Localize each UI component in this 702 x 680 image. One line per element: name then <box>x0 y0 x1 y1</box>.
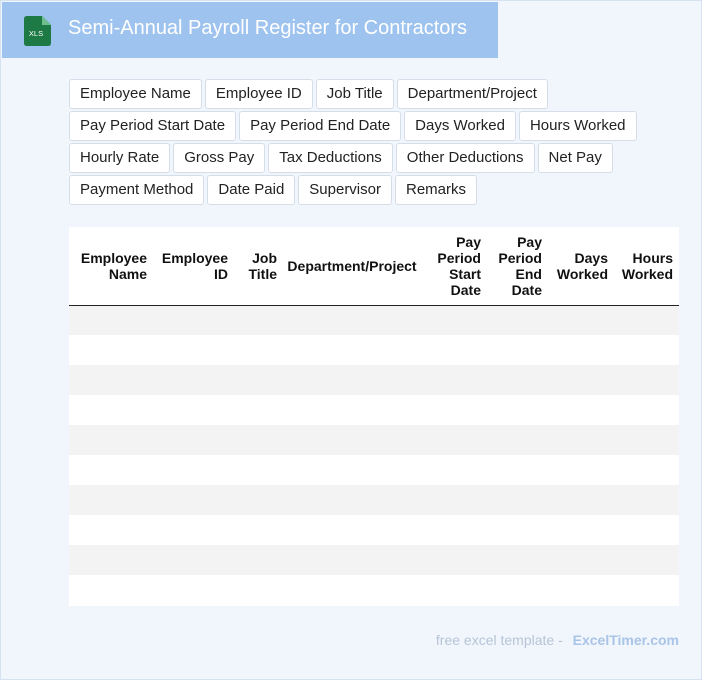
title-bar <box>2 2 498 58</box>
table-cell[interactable] <box>69 485 153 515</box>
table-cell[interactable] <box>423 485 487 515</box>
table-cell[interactable] <box>487 485 548 515</box>
table-cell[interactable] <box>283 335 423 365</box>
table-cell[interactable] <box>548 455 614 485</box>
field-chip[interactable]: Payment Method <box>69 175 204 205</box>
table-cell[interactable] <box>423 335 487 365</box>
table-row <box>69 365 679 395</box>
table-cell[interactable] <box>548 515 614 545</box>
table-row <box>69 425 679 455</box>
table-cell[interactable] <box>614 395 679 425</box>
field-chip[interactable]: Employee ID <box>205 79 313 109</box>
table-cell[interactable] <box>69 365 153 395</box>
table-cell[interactable] <box>614 515 679 545</box>
field-chip[interactable]: Employee Name <box>69 79 202 109</box>
table-cell[interactable] <box>614 575 679 605</box>
table-cell[interactable] <box>283 365 423 395</box>
table-cell[interactable] <box>614 485 679 515</box>
table-cell[interactable] <box>153 425 234 455</box>
chip-row <box>69 79 639 109</box>
footer-prefix: free excel template - <box>435 632 563 648</box>
table-cell[interactable] <box>234 425 283 455</box>
table-cell[interactable] <box>487 305 548 335</box>
table-header-row <box>69 227 679 305</box>
table-cell[interactable] <box>548 305 614 335</box>
field-chip[interactable]: Date Paid <box>207 175 295 205</box>
table-cell[interactable] <box>487 455 548 485</box>
table-cell[interactable] <box>487 425 548 455</box>
table-cell[interactable] <box>234 335 283 365</box>
table-cell[interactable] <box>69 455 153 485</box>
table-cell[interactable] <box>487 575 548 605</box>
column-header[interactable]: Pay Period Start Date <box>423 227 487 305</box>
table-cell[interactable] <box>283 575 423 605</box>
table-cell[interactable] <box>69 575 153 605</box>
table-cell[interactable] <box>283 425 423 455</box>
field-chip[interactable]: Job Title <box>316 79 394 109</box>
field-chip[interactable]: Other Deductions <box>396 143 535 173</box>
table-cell[interactable] <box>548 365 614 395</box>
table-cell[interactable] <box>487 335 548 365</box>
table-cell[interactable] <box>423 305 487 335</box>
column-header[interactable]: Employee ID <box>153 227 234 305</box>
table-cell[interactable] <box>423 545 487 575</box>
table-cell[interactable] <box>153 545 234 575</box>
table-cell[interactable] <box>153 365 234 395</box>
column-header[interactable]: Department/Project <box>283 227 423 305</box>
table-cell[interactable] <box>423 575 487 605</box>
table-cell[interactable] <box>283 305 423 335</box>
column-header[interactable]: Days Worked <box>548 227 614 305</box>
field-chip[interactable]: Days Worked <box>404 111 516 141</box>
table-cell[interactable] <box>487 545 548 575</box>
table-cell[interactable] <box>423 425 487 455</box>
field-chip[interactable]: Pay Period End Date <box>239 111 401 141</box>
table-cell[interactable] <box>69 335 153 365</box>
column-header[interactable]: Job Title <box>234 227 283 305</box>
table-cell[interactable] <box>487 365 548 395</box>
chip-row <box>69 111 639 141</box>
field-chip-list <box>69 79 639 207</box>
column-header[interactable]: Employee Name <box>69 227 153 305</box>
table-row <box>69 515 679 545</box>
table-cell[interactable] <box>283 545 423 575</box>
table-cell[interactable] <box>234 455 283 485</box>
table-row <box>69 335 679 365</box>
table-cell[interactable] <box>153 575 234 605</box>
page-title: Semi-Annual Payroll Register for Contractors <box>68 17 468 39</box>
table-row <box>69 545 679 575</box>
table-cell[interactable] <box>614 305 679 335</box>
table-cell[interactable] <box>614 545 679 575</box>
table-cell[interactable] <box>234 365 283 395</box>
field-chip[interactable]: Hours Worked <box>519 111 637 141</box>
table-cell[interactable] <box>69 515 153 545</box>
table-row <box>69 395 679 425</box>
table-cell[interactable] <box>283 395 423 425</box>
table-cell[interactable] <box>69 545 153 575</box>
field-chip[interactable]: Supervisor <box>298 175 392 205</box>
field-chip[interactable]: Net Pay <box>538 143 613 173</box>
table-cell[interactable] <box>234 545 283 575</box>
column-header[interactable]: Hours Worked <box>614 227 679 305</box>
table-cell[interactable] <box>234 515 283 545</box>
table-row <box>69 575 679 605</box>
field-chip[interactable]: Hourly Rate <box>69 143 170 173</box>
table-cell[interactable] <box>69 425 153 455</box>
table-cell[interactable] <box>487 395 548 425</box>
table-cell[interactable] <box>548 425 614 455</box>
table-cell[interactable] <box>234 485 283 515</box>
table-row <box>69 305 679 335</box>
field-chip[interactable]: Department/Project <box>397 79 548 109</box>
table-cell[interactable] <box>423 455 487 485</box>
table-cell[interactable] <box>548 545 614 575</box>
table-cell[interactable] <box>283 455 423 485</box>
table-cell[interactable] <box>423 395 487 425</box>
table-cell[interactable] <box>548 575 614 605</box>
table-cell[interactable] <box>69 305 153 335</box>
table-cell[interactable] <box>548 395 614 425</box>
footer-credit <box>436 632 679 648</box>
field-chip[interactable]: Pay Period Start Date <box>69 111 236 141</box>
column-header[interactable]: Pay Period End Date <box>487 227 548 305</box>
xls-icon-label: XLS <box>28 29 44 38</box>
table-cell[interactable] <box>283 515 423 545</box>
table-cell[interactable] <box>548 335 614 365</box>
table-cell[interactable] <box>614 335 679 365</box>
table-cell[interactable] <box>234 395 283 425</box>
chip-row <box>69 143 639 173</box>
footer-brand-link[interactable]: ExcelTimer.com <box>572 632 679 648</box>
table-cell[interactable] <box>234 575 283 605</box>
table-cell[interactable] <box>69 395 153 425</box>
table-cell[interactable] <box>423 515 487 545</box>
table-cell[interactable] <box>487 515 548 545</box>
field-chip[interactable]: Tax Deductions <box>268 143 393 173</box>
table-cell[interactable] <box>614 425 679 455</box>
chip-row <box>69 175 639 205</box>
table-cell[interactable] <box>283 485 423 515</box>
table-body <box>69 305 679 605</box>
table-cell[interactable] <box>153 335 234 365</box>
table-cell[interactable] <box>153 485 234 515</box>
table-row <box>69 455 679 485</box>
table-row <box>69 485 679 515</box>
table-cell[interactable] <box>153 305 234 335</box>
field-chip[interactable]: Gross Pay <box>173 143 265 173</box>
table-cell[interactable] <box>614 455 679 485</box>
table-cell[interactable] <box>153 395 234 425</box>
table-cell[interactable] <box>234 305 283 335</box>
table-cell[interactable] <box>614 365 679 395</box>
table-cell[interactable] <box>423 365 487 395</box>
table-cell[interactable] <box>153 455 234 485</box>
payroll-table <box>69 227 679 606</box>
field-chip[interactable]: Remarks <box>395 175 477 205</box>
table-cell[interactable] <box>153 515 234 545</box>
excel-file-icon <box>23 16 51 46</box>
table-cell[interactable] <box>548 485 614 515</box>
